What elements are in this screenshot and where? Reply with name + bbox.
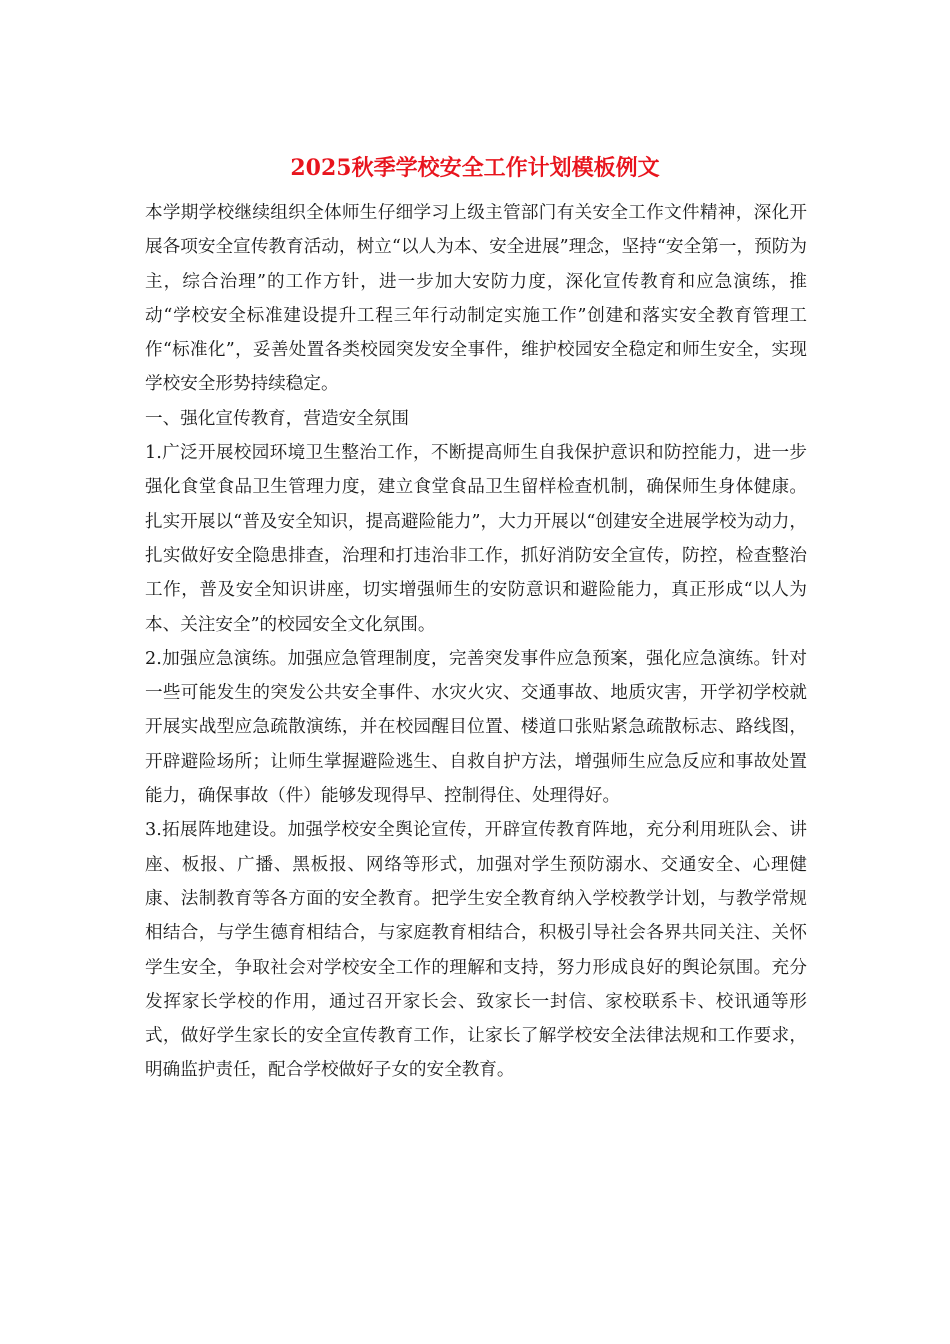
- item-paragraph-3: 3.拓展阵地建设。加强学校安全舆论宣传，开辟宣传教育阵地，充分利用班队会、讲座、板报、广播、黑板报、网络等形式，加强对学生预防溺水、交通安全、心理健康、法制教育等各方面的安全教育。把学生安全教育纳入学校教学计划，与教学常规相结合，与学生德育相结合，与家庭教育相结合，积极引导社会各界共同关注、关怀学生安全，争取社会对学校安全工作的理解和支持，努力形成良好的舆论氛围。充分发挥家长学校的作用，通过召开家长会、致家长一封信、家校联系卡、校讯通等形式，做好学生家长的安全宣传教育工作，让家长了解学校安全法律法规和工作要求，明确监护责任，配合学校做好子女的安全教育。: [145, 820, 807, 1081]
- intro-paragraph: 本学期学校继续组织全体师生仔细学习上级主管部门有关安全工作文件精神，深化开展各项安全宣传教育活动，树立“以人为本、安全进展”理念，坚持“安全第一，预防为主，综合治理”的工作方针，进一步加大安防力度，深化宣传教育和应急演练，推动“学校安全标准建设提升工程三年行动制定实施工作”创建和落实安全教育管理工作“标准化”，妥善处置各类校园突发安全事件，维护校园安全稳定和师生安全，实现学校安全形势持续稳定。: [145, 203, 807, 395]
- item-paragraph-2: 2.加强应急演练。加强应急管理制度，完善突发事件应急预案，强化应急演练。针对一些可能发生的突发公共安全事件、水灾火灾、交通事故、地质灾害，开学初学校就开展实战型应急疏散演练，并在校园醒目位置、楼道口张贴紧急疏散标志、路线图，开辟避险场所；让师生掌握避险逃生、自救自护方法，增强师生应急反应和事故处置能力，确保事故（件）能够发现得早、控制得住、处理得好。: [145, 648, 807, 807]
- section-heading: 一、强化宣传教育，营造安全氛围: [145, 408, 409, 429]
- document-title: 2025秋季学校安全工作计划模板例文: [290, 155, 660, 181]
- document-body: [145, 196, 807, 1088]
- item-paragraph-1: 1.广泛开展校园环境卫生整治工作，不断提高师生自我保护意识和防控能力，进一步强化食堂食品卫生管理力度，建立食堂食品卫生留样检查机制，确保师生身体健康。扎实开展以“普及安全知识，提高避险能力”，大力开展以“创建安全进展学校为动力，扎实做好安全隐患排查，治理和打违治非工作，抓好消防安全宣传，防控，检查整治工作，普及安全知识讲座，切实增强师生的安防意识和避险能力，真正形成“以人为本、关注安全”的校园安全文化氛围。: [145, 443, 807, 635]
